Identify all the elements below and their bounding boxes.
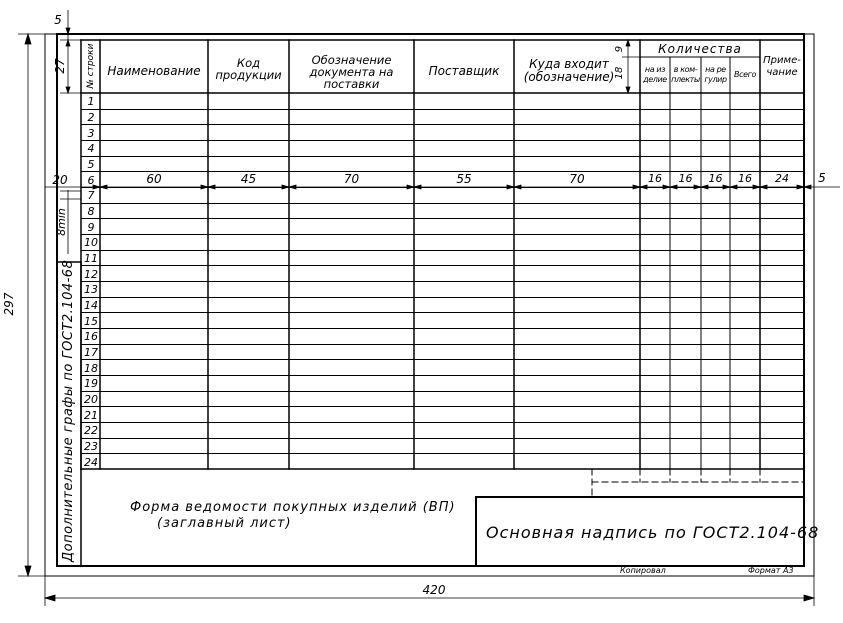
dim-col-q4: 16 [738,172,752,185]
dimension-lines [18,10,840,606]
dim-left-field: 20 [52,173,68,187]
row-number: 19 [84,377,98,390]
dim-right-margin: 5 [818,171,826,185]
dim-col-name: 60 [146,172,162,186]
header-qty-sub3-line1: на ре [705,65,726,74]
row-number: 1 [87,95,95,108]
header-note-line2: чание [766,67,798,78]
row-number: 18 [84,362,98,375]
dim-header-split-b: 18 [614,66,625,80]
title-block-label: Основная надпись по ГОСТ2.104-68 [486,523,820,542]
header-name: Наименование [107,64,201,78]
dim-header-height: 27 [53,58,67,74]
row-number: 12 [84,268,98,281]
header-qty-sub2-line2: плекты [671,75,700,84]
dim-header-split-a: 9 [614,45,625,53]
dim-col-designation: 70 [343,172,360,186]
dimension-arrowhead [640,185,647,189]
side-additional-columns-label: Дополнительные графы по ГОСТ2.104-68 [61,259,76,562]
dimension-arrowhead [100,185,107,189]
header-where-line2: (обозначение) [523,70,615,84]
dimension-arrowhead [701,185,708,189]
header-code-line1: Код [236,56,261,70]
row-number: 16 [84,330,98,343]
header-designation-line2: документа на [309,65,394,79]
footer-copied-by: Копировал [620,566,666,575]
row-number: 3 [87,127,95,140]
dim-col-where: 70 [569,172,585,186]
dimension-arrowhead [208,185,215,189]
dimension-arrowhead [670,185,677,189]
header-code-line2: продукции [215,68,282,82]
dim-sheet-height: 297 [2,292,16,316]
header-quantity: Количества [658,42,742,56]
header-row-no: № строки [86,43,96,89]
row-number: 10 [84,236,98,249]
dimension-arrowhead [760,185,767,189]
header-qty-total: Всего [734,70,756,79]
row-number: 22 [84,424,98,437]
row-number: 24 [84,456,98,469]
dimension-arrowhead [730,185,737,189]
row-number: 6 [87,174,95,187]
row-number: 11 [84,252,98,265]
dim-col-q2: 16 [678,172,693,185]
dim-col-code: 45 [240,172,257,186]
row-number: 14 [84,299,98,312]
header-qty-sub2-line1: в ком- [673,65,698,74]
dim-row-height: 8min [55,208,68,236]
row-number: 17 [84,346,98,359]
table-rows [81,110,804,454]
row-number: 13 [84,283,98,296]
dim-col-q1: 16 [648,172,662,185]
dim-top-margin: 5 [54,13,62,27]
footer-format: Формат А3 [748,566,794,575]
header-designation-line1: Обозначение [311,53,392,67]
header-supplier: Поставщик [428,64,500,78]
row-number: 20 [84,393,98,406]
dimension-arrowhead [414,185,421,189]
header-qty-sub3-line2: гулир [704,75,727,84]
row-number: 23 [84,440,98,453]
header-qty-sub1-line1: на из [644,65,666,74]
row-number: 15 [84,315,98,328]
row-number: 21 [84,409,98,422]
table-columns [100,40,760,469]
dimension-arrowhead [289,185,296,189]
dim-sheet-width: 420 [422,583,446,597]
header-qty-sub1-line2: делие [643,75,667,84]
row-number: 9 [87,221,95,234]
row-number: 8 [87,205,95,218]
row-number: 7 [87,189,95,202]
dimension-arrowhead [514,185,521,189]
header-where-line1: Куда входит [529,57,609,71]
dimension-arrowhead [804,185,811,189]
row-number: 5 [87,158,95,171]
sheet-border [45,34,814,576]
dim-col-q3: 16 [708,172,723,185]
form-title-line1: Форма ведомости покупных изделий (ВП) [130,500,456,515]
row-number: 4 [87,142,95,155]
quantity-subcolumns [670,57,730,469]
dashed-additional-rows [592,469,804,497]
header-designation-line3: поставки [323,77,380,91]
dim-col-note: 24 [775,172,789,185]
inner-frame [57,34,804,566]
row-number: 2 [87,111,95,124]
header-note-line1: Приме- [763,55,801,66]
form-title-line2: (заглавный лист) [157,516,292,531]
dim-col-supplier: 55 [456,172,472,186]
